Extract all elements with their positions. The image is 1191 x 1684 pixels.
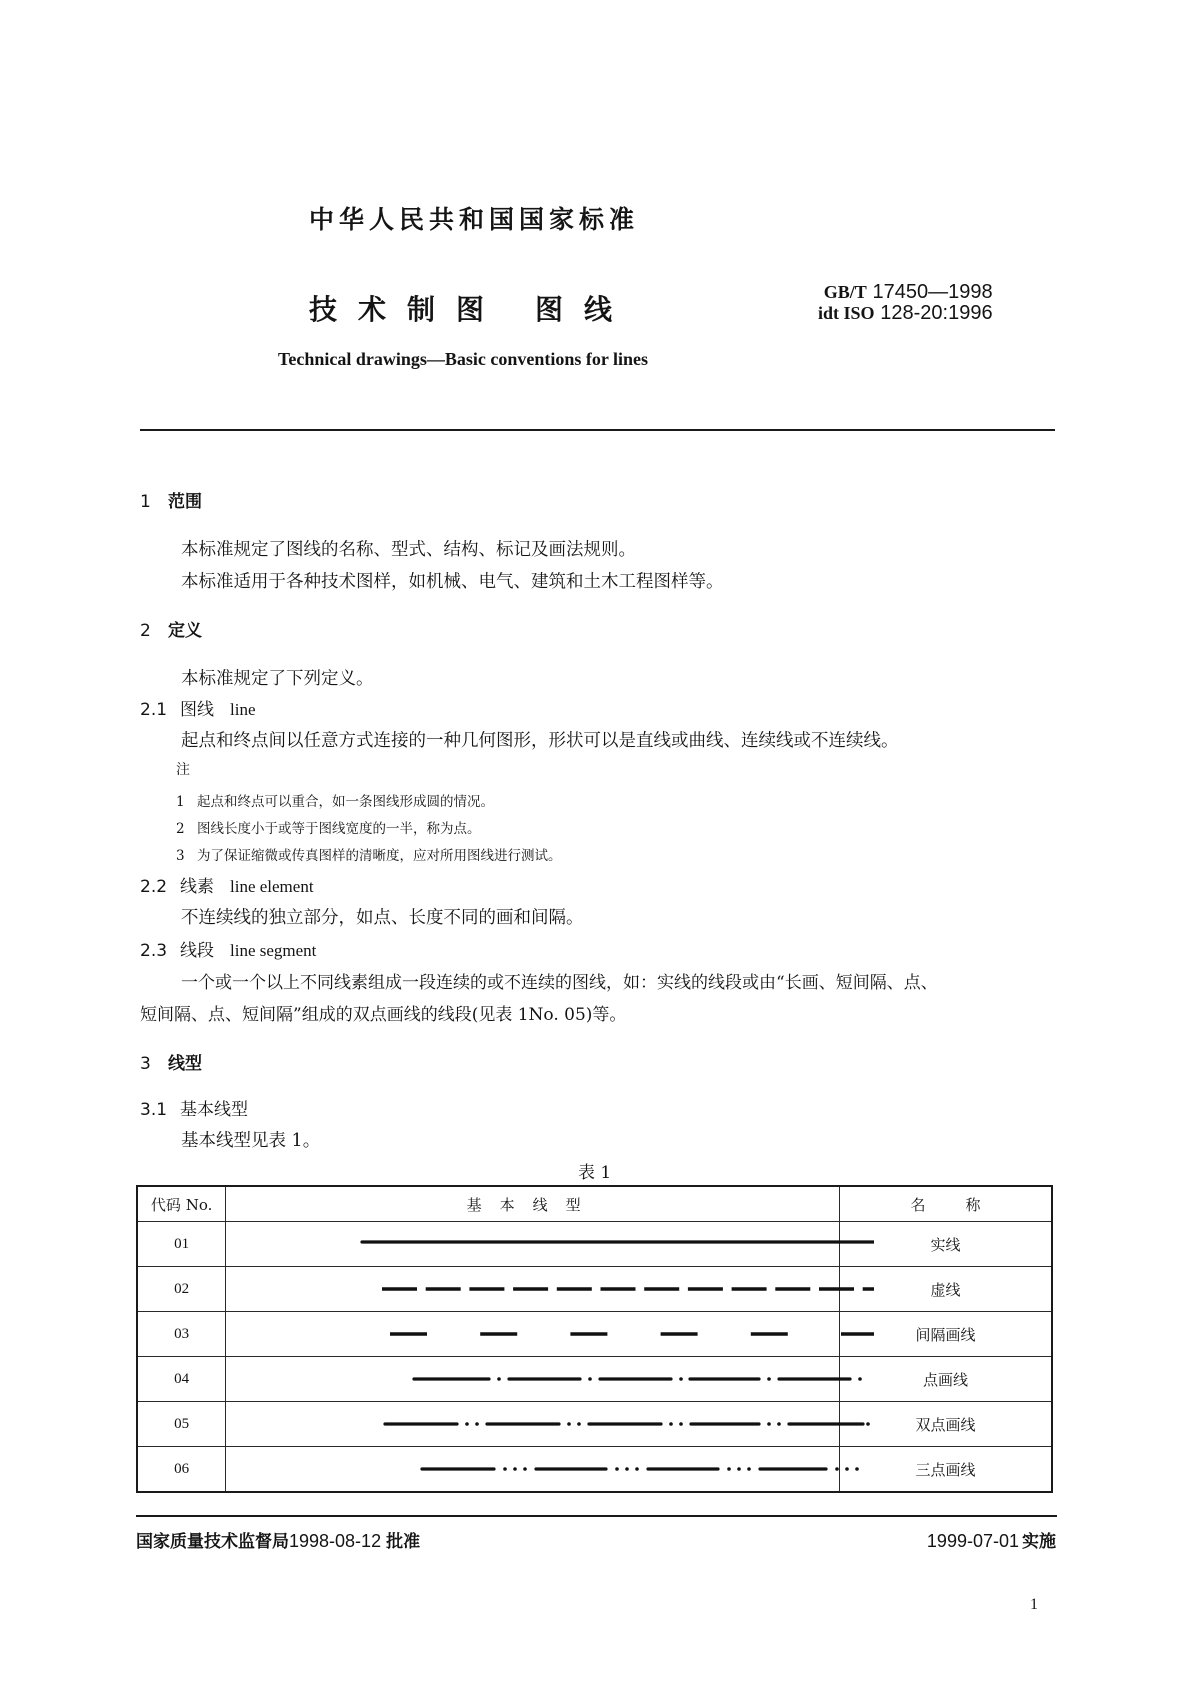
subsection-3-1-text: 基本线型见表 1。 — [181, 1131, 321, 1151]
note-number: 1 — [176, 794, 185, 810]
idt-value: 128-20:1996 — [880, 302, 993, 324]
subsection-english-term: line segment — [230, 941, 317, 960]
note-item — [176, 844, 562, 864]
note-number: 2 — [176, 821, 185, 837]
subsection-english-term: line element — [230, 877, 314, 896]
title-part-1: 技术制图 — [309, 293, 506, 326]
note-number: 3 — [176, 848, 185, 864]
approver: 国家质量技术监督局 — [136, 1532, 289, 1552]
section-1-heading — [140, 487, 202, 512]
row-name: 虚线 — [840, 1267, 1052, 1312]
page-number: 1 — [1030, 1596, 1038, 1613]
line-sample-dash-dot — [226, 1357, 840, 1402]
approval-suffix: 批准 — [386, 1532, 421, 1552]
note-text: 起点和终点可以重合，如一条图线形成圆的情况。 — [197, 794, 494, 810]
table-row — [137, 1267, 1052, 1312]
section-1-para-1: 本标准规定了图线的名称、型式、结构、标记及画法规则。 — [181, 540, 636, 560]
subsection-number: 2.1 — [140, 700, 168, 720]
section-title: 定义 — [168, 621, 202, 641]
table-row — [137, 1402, 1052, 1447]
section-3-heading — [140, 1049, 202, 1074]
header-divider — [140, 429, 1055, 431]
standard-title — [309, 288, 633, 328]
section-number: 3 — [140, 1054, 151, 1074]
subsection-english-term: line — [230, 700, 256, 719]
idt-number — [818, 303, 993, 324]
header-code: 代码 No. — [137, 1186, 226, 1222]
title-part-2: 图线 — [535, 293, 634, 326]
dash-double-dot-line-icon — [226, 1402, 874, 1446]
note-text: 为了保证缩微或传真图样的清晰度，应对所用图线进行测试。 — [197, 848, 562, 864]
row-code: 01 — [137, 1222, 226, 1267]
note-item — [176, 790, 494, 810]
solid-line-icon — [226, 1222, 874, 1266]
table-row — [137, 1357, 1052, 1402]
line-sample-dash-triple-dot — [226, 1447, 840, 1493]
approval-statement — [136, 1527, 420, 1552]
dash-triple-dot-line-icon — [226, 1447, 874, 1491]
row-name: 间隔画线 — [840, 1312, 1052, 1357]
subsection-2-2-heading — [140, 872, 314, 897]
header-name: 名称 — [840, 1186, 1052, 1222]
section-2-heading — [140, 616, 202, 641]
line-sample-dash-double-dot — [226, 1402, 840, 1447]
section-title: 线型 — [168, 1054, 202, 1074]
subsection-number: 2.3 — [140, 941, 168, 961]
standard-org-heading: 中华人民共和国国家标准 — [309, 205, 640, 234]
table-row — [137, 1222, 1052, 1267]
subsection-title: 线素 — [180, 877, 214, 897]
row-code: 06 — [137, 1447, 226, 1493]
definition-2-1-text: 起点和终点间以任意方式连接的一种几何图形，形状可以是直线或曲线、连续线或不连续线。 — [181, 731, 899, 751]
section-1-para-2: 本标准适用于各种技术图样，如机械、电气、建筑和土木工程图样等。 — [181, 572, 724, 592]
section-2-intro: 本标准规定了下列定义。 — [181, 669, 374, 689]
subsection-title: 线段 — [180, 941, 214, 961]
section-number: 1 — [140, 492, 151, 512]
subsection-2-3-heading — [140, 936, 316, 961]
subsection-title: 基本线型 — [180, 1100, 248, 1120]
line-sample-dashed — [226, 1267, 840, 1312]
standard-code-block — [818, 282, 993, 324]
row-code: 04 — [137, 1357, 226, 1402]
table-row — [137, 1312, 1052, 1357]
table-caption: 表 1 — [578, 1163, 612, 1183]
definition-2-3-text-line-2: 短间隔、点、短间隔”组成的双点画线的线段(见表 1No. 05)等。 — [140, 1005, 627, 1025]
subsection-3-1-heading — [140, 1095, 248, 1120]
line-types-table — [136, 1185, 1053, 1493]
subsection-number: 3.1 — [140, 1100, 168, 1120]
standard-number — [818, 282, 993, 303]
section-title: 范围 — [168, 492, 202, 512]
effective-date: 1999-07-01 — [926, 1531, 1019, 1551]
std-number: 17450—1998 — [872, 281, 993, 303]
footer-divider — [136, 1515, 1057, 1517]
row-name: 实线 — [840, 1222, 1052, 1267]
table-row — [137, 1447, 1052, 1493]
subsection-number: 2.2 — [140, 877, 168, 897]
row-name: 双点画线 — [840, 1402, 1052, 1447]
note-label: 注 — [176, 762, 190, 778]
row-code: 02 — [137, 1267, 226, 1312]
row-name: 点画线 — [840, 1357, 1052, 1402]
row-code: 03 — [137, 1312, 226, 1357]
dash-dot-line-icon — [226, 1357, 874, 1401]
std-label: GB/T — [823, 282, 867, 302]
row-code: 05 — [137, 1402, 226, 1447]
header-line-type: 基本线型 — [226, 1186, 840, 1222]
english-title: Technical drawings—Basic conventions for lines — [278, 349, 649, 369]
subsection-title: 图线 — [180, 700, 214, 720]
table-header-row — [137, 1186, 1052, 1222]
dashed-line-icon — [226, 1267, 874, 1311]
line-sample-solid — [226, 1222, 840, 1267]
definition-2-3-text-line-1: 一个或一个以上不同线素组成一段连续的或不连续的图线，如：实线的线段或由“长画、短间隔、点、 — [181, 973, 938, 993]
spaced-dash-line-icon — [226, 1312, 874, 1356]
section-number: 2 — [140, 621, 151, 641]
note-text: 图线长度小于或等于图线宽度的一半，称为点。 — [197, 821, 481, 837]
note-item — [176, 817, 481, 837]
row-name: 三点画线 — [840, 1447, 1052, 1493]
subsection-2-1-heading — [140, 695, 256, 720]
definition-2-2-text: 不连续线的独立部分，如点、长度不同的画和间隔。 — [181, 908, 584, 928]
line-sample-spaced-dash — [226, 1312, 840, 1357]
effective-statement — [927, 1527, 1056, 1552]
approval-date: 1998-08-12 — [289, 1531, 382, 1551]
effective-suffix: 实施 — [1022, 1532, 1056, 1552]
idt-label: idt ISO — [818, 303, 875, 323]
